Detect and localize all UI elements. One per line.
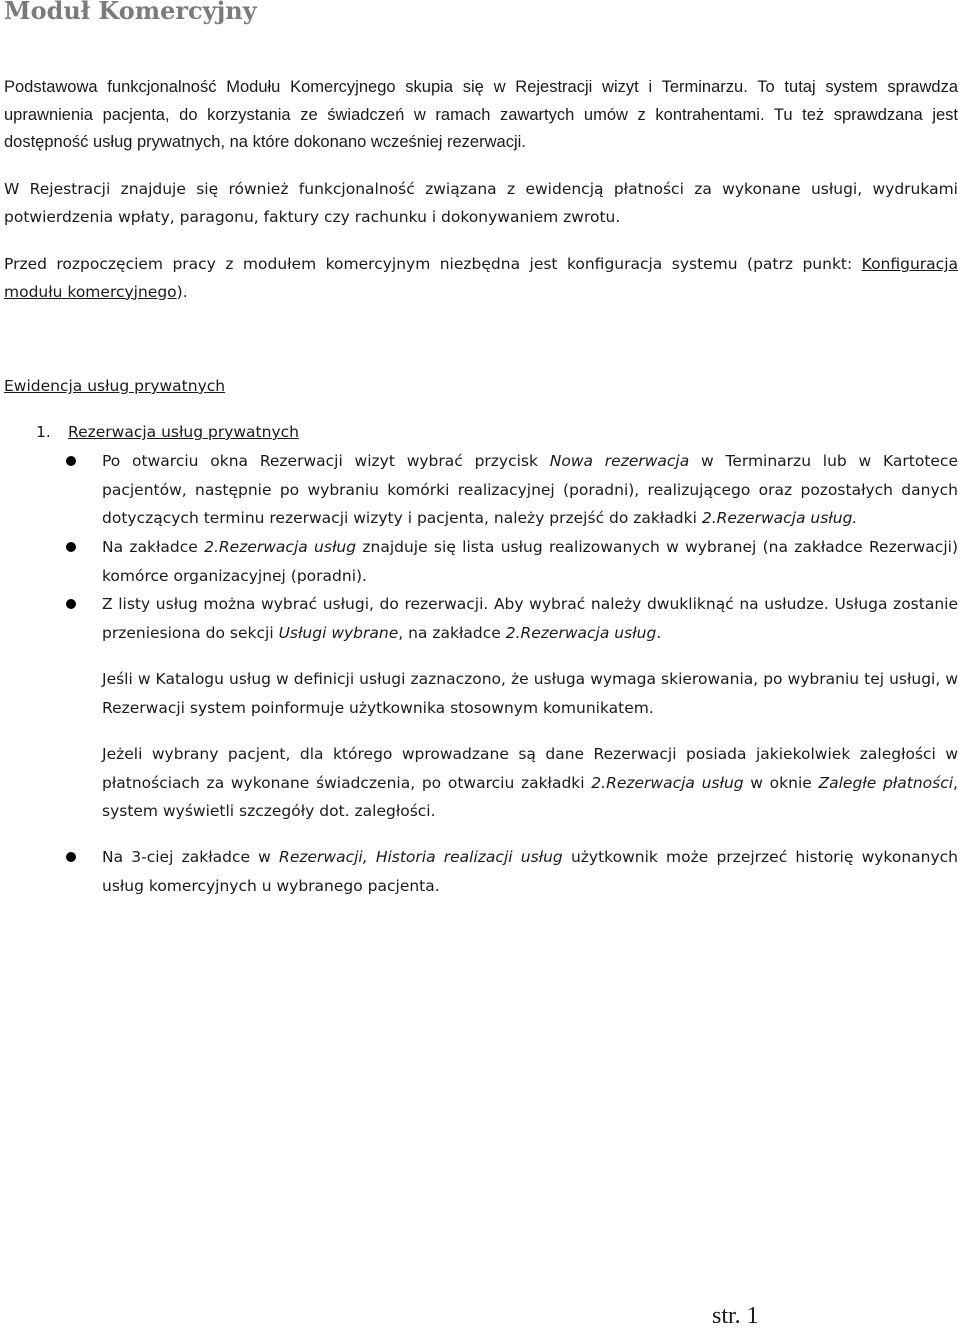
text: , system wyświetli szczegóły dot. zaległości.	[102, 773, 958, 820]
text: Na zakładce	[102, 538, 205, 556]
text: użytkownik może przejrzeć historię wykonanych usług komercyjnych u wybranego pacjenta.	[102, 848, 958, 895]
numbered-item	[36, 419, 299, 446]
text-italic: 2.Rezerwacja usług.	[701, 509, 858, 527]
text-italic: 2.Rezerwacja usług	[505, 623, 657, 642]
bullet-item-new-reservation	[102, 447, 958, 533]
arrears-note	[102, 740, 958, 826]
bullet-icon	[66, 456, 76, 466]
bullet-icon	[66, 542, 76, 552]
text: w Terminarzu lub w Kartotece pacjentów, następnie po wybraniu komórki realizacyjnej (poradni), realizującego oraz pozostałych danych dotyczących terminu rezerwacji wizyty i pacjenta, należy przejść do zakładki	[102, 452, 958, 527]
registration-paragraph: W Rejestracji znajduje się również funkcjonalność związana z ewidencją płatności za wykonane usługi, wydrukami potwierdzenia wpłaty, paragonu, faktury czy rachunku i dokonywaniem zwrotu.	[4, 180, 958, 226]
text: Z listy usług można wybrać usługi, do rezerwacji. Aby wybrać należy dwukliknąć na usłudze. Usługa zostanie przeniesiona do sekcji	[102, 595, 958, 642]
reservation-link[interactable]: Rezerwacja usług prywatnych	[68, 423, 299, 441]
configuration-link[interactable]: Konfiguracja modułu komercyjnego	[4, 255, 958, 301]
text-italic: Usługi wybrane	[278, 623, 399, 642]
text-italic: Rezerwacji, Historia realizacji usług	[279, 848, 563, 866]
text: .	[656, 623, 662, 642]
bullet-icon	[66, 599, 76, 609]
item-number: 1.	[36, 423, 51, 441]
text-italic: 2.Rezerwacja usług	[204, 538, 357, 556]
page-title: Moduł Komercyjny	[4, 0, 257, 25]
section-link-private-services[interactable]: Ewidencja usług prywatnych	[4, 377, 226, 395]
text-italic: 2.Rezerwacja usług	[591, 773, 744, 792]
text: znajduje się lista usług realizowanych w wybranej (na zakładce Rezerwacji) komórce organizacyjnej (poradni).	[102, 538, 958, 585]
text: Jeżeli wybrany pacjent, dla którego wprowadzane są dane Rezerwacji posiada jakiekolwiek zaległości w płatnościach za wykonane świadczenia, po otwarciu zakładki	[102, 745, 958, 792]
text: w oknie	[743, 773, 819, 792]
page-number: str. 1	[712, 1303, 759, 1329]
bullet-item-history	[102, 843, 958, 900]
bullet-item-select-services	[102, 590, 958, 647]
text: , na zakładce	[398, 623, 506, 642]
text: Na 3-ciej zakładce w	[102, 848, 280, 866]
configuration-tail: ).	[176, 282, 188, 301]
text-italic: Nowa rezerwacja	[549, 452, 690, 470]
text: Po otwarciu okna Rezerwacji wizyt wybrać przycisk	[102, 452, 550, 470]
intro-paragraph: Podstawowa funkcjonalność Modułu Komercyjnego skupia się w Rejestracji wizyt i Terminarzu. To tutaj system sprawdza uprawnienia pacjenta, do korzystania ze świadczeń w ramach zawartych umów z kontrahentami. Tu też sprawdzana jest dostępność usług prywatnych, na które dokonano wcześniej rezerwacji.	[4, 78, 958, 151]
referral-note: Jeśli w Katalogu usług w definicji usługi zaznaczono, że usługa wymaga skierowania, po wybraniu tej usługi, w Rezerwacji system poinformuje użytkownika stosownym komunikatem.	[102, 670, 958, 717]
bullet-icon	[66, 852, 76, 862]
configuration-paragraph	[4, 251, 958, 306]
configuration-text: Przed rozpoczęciem pracy z modułem komercyjnym niezbędna jest konfiguracja systemu (patrz punkt:	[4, 255, 862, 273]
bullet-item-services-list	[102, 533, 958, 590]
text-italic: Zaległe płatności	[818, 773, 954, 792]
